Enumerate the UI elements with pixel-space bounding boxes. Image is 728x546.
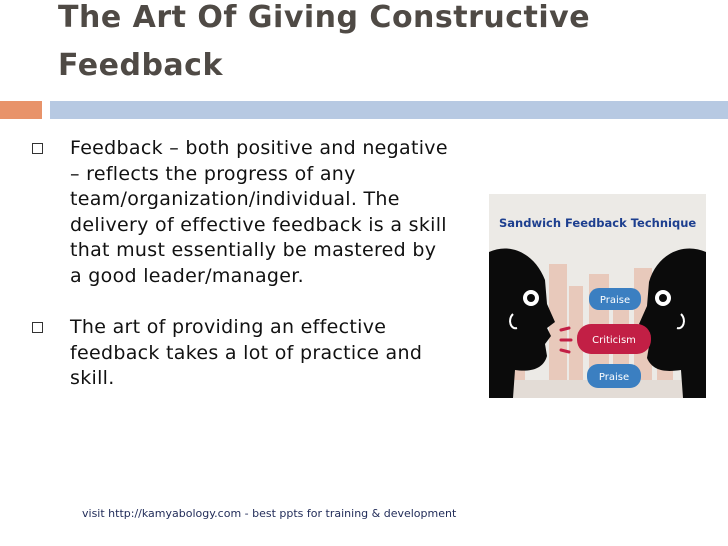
praise-top-label: Praise	[599, 295, 631, 306]
footer-link-text: visit http://kamyabology.com - best ppts for training & development	[82, 507, 457, 520]
bullet-text: The art of providing an effective feedback takes a lot of practice and skill.	[70, 316, 423, 389]
square-bullet-icon	[32, 322, 43, 333]
praise-bottom-label: Praise	[598, 372, 630, 383]
bullet-item	[30, 136, 450, 289]
square-bullet-icon	[32, 143, 43, 154]
bullet-list	[30, 136, 450, 392]
criticism-label: Criticism	[592, 335, 636, 346]
illustration-heading: Sandwich Feedback Technique	[499, 216, 697, 230]
title-accent-bar	[0, 101, 42, 119]
title-rule-bar	[50, 101, 728, 119]
slide-title: The Art Of Giving Constructive Feedback	[58, 0, 591, 83]
bullet-text: Feedback – both positive and negative – reflects the progress of any team/organization/individual. The delivery of effective feedback is a skill that must essentially be mastered by a good leader/manager.	[70, 137, 448, 287]
sandwich-feedback-illustration	[489, 194, 706, 398]
bullet-item	[30, 315, 450, 392]
